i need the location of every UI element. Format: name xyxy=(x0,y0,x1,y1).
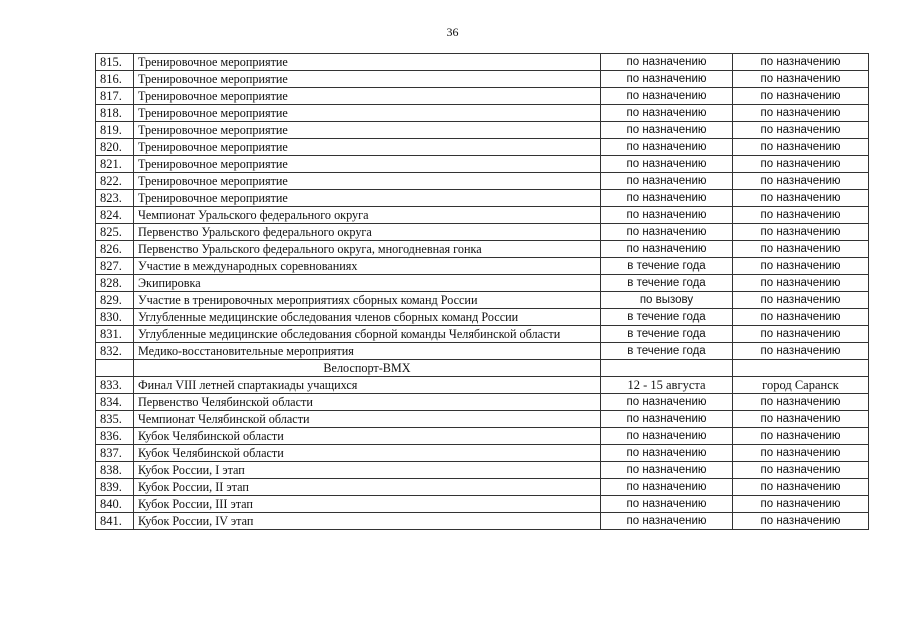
event-place: по назначению xyxy=(733,309,869,326)
event-name: Тренировочное мероприятие xyxy=(134,105,601,122)
event-place: по назначению xyxy=(733,275,869,292)
event-name: Тренировочное мероприятие xyxy=(134,122,601,139)
event-date: по назначению xyxy=(601,156,733,173)
row-number: 829. xyxy=(96,292,134,309)
event-date: по назначению xyxy=(601,462,733,479)
event-place: по назначению xyxy=(733,394,869,411)
row-number: 823. xyxy=(96,190,134,207)
table-row xyxy=(96,428,869,445)
event-place: по назначению xyxy=(733,428,869,445)
event-name: Углубленные медицинские обследования членов сборных команд России xyxy=(134,309,601,326)
row-number: 820. xyxy=(96,139,134,156)
table-row xyxy=(96,275,869,292)
event-place: по назначению xyxy=(733,445,869,462)
event-place: по назначению xyxy=(733,207,869,224)
event-place: по назначению xyxy=(733,496,869,513)
event-date: 12 - 15 августа xyxy=(601,377,733,394)
event-date: в течение года xyxy=(601,343,733,360)
table-row xyxy=(96,462,869,479)
event-name: Тренировочное мероприятие xyxy=(134,190,601,207)
event-place: по назначению xyxy=(733,173,869,190)
event-date: по назначению xyxy=(601,139,733,156)
table-row xyxy=(96,326,869,343)
table-row xyxy=(96,241,869,258)
row-number: 824. xyxy=(96,207,134,224)
event-place: по назначению xyxy=(733,513,869,530)
event-name: Чемпионат Уральского федерального округа xyxy=(134,207,601,224)
section-title: Велоспорт-ВМХ xyxy=(134,360,601,377)
event-place: по назначению xyxy=(733,88,869,105)
row-number: 837. xyxy=(96,445,134,462)
row-number: 826. xyxy=(96,241,134,258)
event-name: Тренировочное мероприятие xyxy=(134,173,601,190)
row-number: 816. xyxy=(96,71,134,88)
event-name: Кубок России, III этап xyxy=(134,496,601,513)
row-number: 822. xyxy=(96,173,134,190)
event-place: по назначению xyxy=(733,105,869,122)
row-number: 827. xyxy=(96,258,134,275)
event-date: по назначению xyxy=(601,224,733,241)
event-date: в течение года xyxy=(601,258,733,275)
event-place: по назначению xyxy=(733,122,869,139)
table-row xyxy=(96,224,869,241)
event-place: по назначению xyxy=(733,71,869,88)
event-place: по назначению xyxy=(733,224,869,241)
table-row xyxy=(96,513,869,530)
event-date: по назначению xyxy=(601,394,733,411)
table-row xyxy=(96,496,869,513)
event-name: Кубок России, I этап xyxy=(134,462,601,479)
event-name: Кубок России, II этап xyxy=(134,479,601,496)
event-name: Тренировочное мероприятие xyxy=(134,139,601,156)
event-date: по назначению xyxy=(601,207,733,224)
table-row xyxy=(96,54,869,71)
row-number: 838. xyxy=(96,462,134,479)
row-number: 821. xyxy=(96,156,134,173)
table-row xyxy=(96,445,869,462)
event-place: по назначению xyxy=(733,54,869,71)
row-number: 841. xyxy=(96,513,134,530)
events-table-body xyxy=(96,54,869,530)
event-date: по назначению xyxy=(601,445,733,462)
event-date: по назначению xyxy=(601,428,733,445)
section-header-row xyxy=(96,360,869,377)
event-name: Участие в международных соревнованиях xyxy=(134,258,601,275)
row-number: 833. xyxy=(96,377,134,394)
table-row xyxy=(96,139,869,156)
table-row xyxy=(96,207,869,224)
event-date: по назначению xyxy=(601,54,733,71)
event-name: Экипировка xyxy=(134,275,601,292)
event-place: по назначению xyxy=(733,258,869,275)
event-name: Тренировочное мероприятие xyxy=(134,71,601,88)
event-name: Углубленные медицинские обследования сборной команды Челябинской области xyxy=(134,326,601,343)
page-number: 36 xyxy=(446,25,459,39)
empty-cell xyxy=(96,360,134,377)
event-name: Кубок Челябинской области xyxy=(134,445,601,462)
event-place: по назначению xyxy=(733,241,869,258)
event-name: Первенство Челябинской области xyxy=(134,394,601,411)
event-date: по назначению xyxy=(601,496,733,513)
event-name: Кубок Челябинской области xyxy=(134,428,601,445)
event-date: по вызову xyxy=(601,292,733,309)
table-row xyxy=(96,343,869,360)
empty-cell xyxy=(733,360,869,377)
event-date: в течение года xyxy=(601,326,733,343)
table-row xyxy=(96,105,869,122)
event-place: по назначению xyxy=(733,479,869,496)
event-place: по назначению xyxy=(733,462,869,479)
table-row xyxy=(96,88,869,105)
row-number: 825. xyxy=(96,224,134,241)
event-date: по назначению xyxy=(601,88,733,105)
event-place: по назначению xyxy=(733,411,869,428)
event-date: по назначению xyxy=(601,190,733,207)
row-number: 832. xyxy=(96,343,134,360)
event-name: Тренировочное мероприятие xyxy=(134,156,601,173)
event-place: по назначению xyxy=(733,156,869,173)
event-place: по назначению xyxy=(733,190,869,207)
event-name: Тренировочное мероприятие xyxy=(134,88,601,105)
events-table xyxy=(95,53,869,530)
table-row xyxy=(96,309,869,326)
event-date: в течение года xyxy=(601,309,733,326)
event-place: по назначению xyxy=(733,343,869,360)
table-row xyxy=(96,394,869,411)
event-date: по назначению xyxy=(601,513,733,530)
event-name: Чемпионат Челябинской области xyxy=(134,411,601,428)
row-number: 835. xyxy=(96,411,134,428)
row-number: 815. xyxy=(96,54,134,71)
event-name: Кубок России, IV этап xyxy=(134,513,601,530)
event-name: Первенство Уральского федерального округа, многодневная гонка xyxy=(134,241,601,258)
table-row xyxy=(96,258,869,275)
row-number: 839. xyxy=(96,479,134,496)
table-row xyxy=(96,122,869,139)
event-date: по назначению xyxy=(601,411,733,428)
row-number: 840. xyxy=(96,496,134,513)
event-name: Участие в тренировочных мероприятиях сборных команд России xyxy=(134,292,601,309)
event-name: Медико-восстановительные мероприятия xyxy=(134,343,601,360)
empty-cell xyxy=(601,360,733,377)
event-date: по назначению xyxy=(601,173,733,190)
table-row xyxy=(96,377,869,394)
table-row xyxy=(96,479,869,496)
event-name: Тренировочное мероприятие xyxy=(134,54,601,71)
row-number: 831. xyxy=(96,326,134,343)
event-date: в течение года xyxy=(601,275,733,292)
row-number: 817. xyxy=(96,88,134,105)
event-date: по назначению xyxy=(601,105,733,122)
table-row xyxy=(96,71,869,88)
event-date: по назначению xyxy=(601,241,733,258)
event-place: по назначению xyxy=(733,139,869,156)
event-date: по назначению xyxy=(601,122,733,139)
row-number: 836. xyxy=(96,428,134,445)
event-place: по назначению xyxy=(733,292,869,309)
event-name: Финал VIII летней спартакиады учащихся xyxy=(134,377,601,394)
event-date: по назначению xyxy=(601,479,733,496)
event-name: Первенство Уральского федерального округа xyxy=(134,224,601,241)
event-place: город Саранск xyxy=(733,377,869,394)
row-number: 818. xyxy=(96,105,134,122)
table-row xyxy=(96,190,869,207)
row-number: 828. xyxy=(96,275,134,292)
table-row xyxy=(96,292,869,309)
event-date: по назначению xyxy=(601,71,733,88)
event-place: по назначению xyxy=(733,326,869,343)
table-row xyxy=(96,173,869,190)
row-number: 819. xyxy=(96,122,134,139)
row-number: 834. xyxy=(96,394,134,411)
table-row xyxy=(96,411,869,428)
table-row xyxy=(96,156,869,173)
row-number: 830. xyxy=(96,309,134,326)
